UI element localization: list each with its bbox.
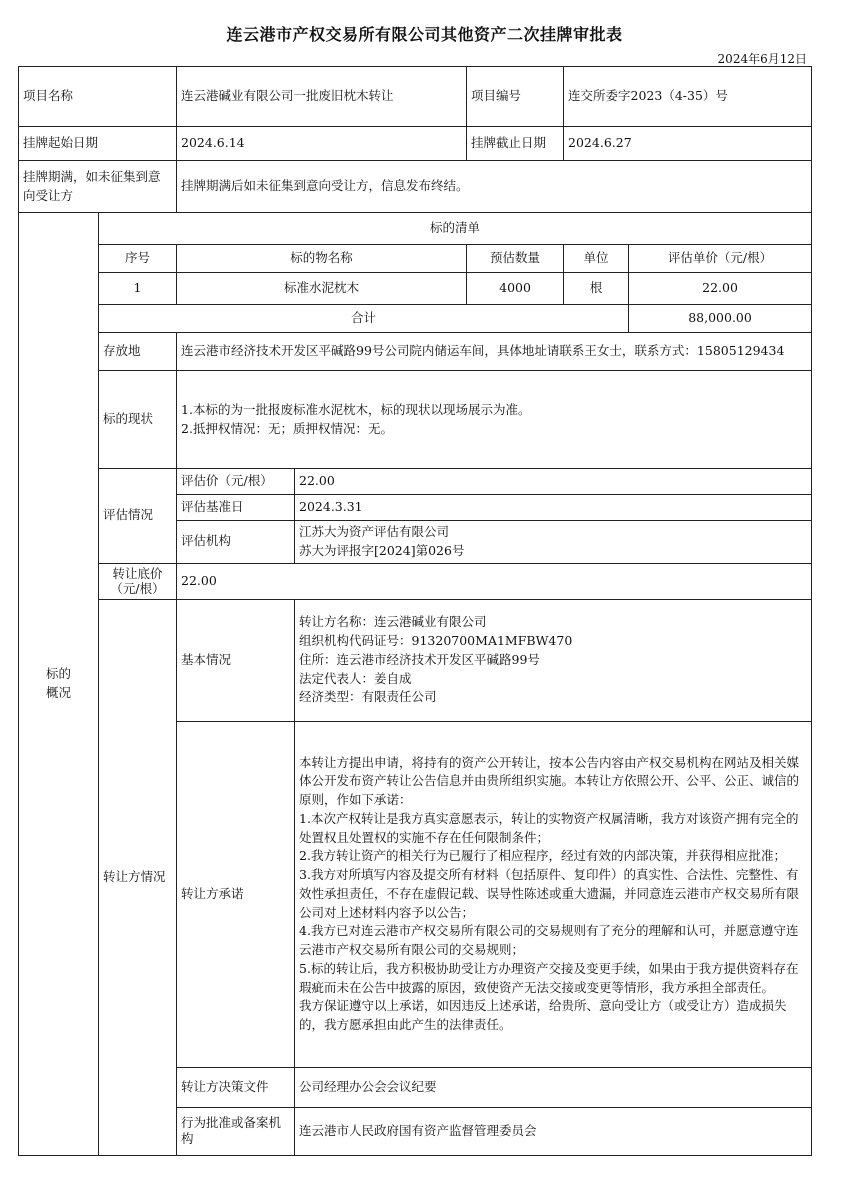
transferor-basic-row xyxy=(19,599,812,721)
valuation-date-label: 评估基准日 xyxy=(177,495,295,521)
overview-label-line2: 概况 xyxy=(45,684,71,700)
transferor-decision-value: 公司经理办公会会议纪要 xyxy=(295,1067,812,1107)
transferor-legal-rep: 法定代表人：姜自成 xyxy=(299,670,412,686)
transferor-address: 住所：连云港市经济技术开发区平碱路99号 xyxy=(299,651,540,667)
overview-label-line1: 标的 xyxy=(45,666,71,682)
transferor-org-code: 组织机构代码证号：91320700MA1MFBW470 xyxy=(299,633,573,649)
valuation-price-label: 评估价（元/根） xyxy=(177,469,295,495)
promise-closing: 我方保证遵守以上承诺，如因违反上述承诺，给贵所、意向受让方（或受让方）造成损失的，我方愿承担由此产生的法律责任。 xyxy=(299,998,787,1033)
list-cell-index: 1 xyxy=(99,273,177,305)
list-header-price: 评估单价（元/根） xyxy=(629,245,812,273)
listing-date-row xyxy=(19,127,812,161)
listing-expire-label: 挂牌期满，如未征集到意向受让方 xyxy=(19,161,177,213)
overview-label xyxy=(19,213,99,1156)
list-header-unit: 单位 xyxy=(564,245,629,273)
valuation-label: 评估情况 xyxy=(99,469,177,564)
list-header-row xyxy=(19,245,812,273)
storage-label: 存放地 xyxy=(99,333,177,371)
project-code-label: 项目编号 xyxy=(467,67,564,127)
listing-start-value: 2024.6.14 xyxy=(177,127,467,161)
transferor-promise-label: 转让方承诺 xyxy=(177,721,295,1067)
transferor-approval-label: 行为批准或备案机构 xyxy=(177,1107,295,1155)
transferor-name: 转让方名称：连云港碱业有限公司 xyxy=(299,614,487,630)
reserve-price-value: 22.00 xyxy=(177,563,812,599)
transferor-decision-label: 转让方决策文件 xyxy=(177,1067,295,1107)
valuation-org-value xyxy=(295,521,812,564)
valuation-price-value: 22.00 xyxy=(295,469,812,495)
promise-item-5: 5.标的转让后，我方积极协助受让方办理资产交接及变更手续，如果由于我方提供资料存在瑕疵而未在公告中披露的原因，致使资产无法交接或变更等情形，我方承担全部责任。 xyxy=(299,960,799,995)
list-header-quantity: 预估数量 xyxy=(467,245,564,273)
approval-table xyxy=(18,66,812,1156)
valuation-org-label: 评估机构 xyxy=(177,521,295,564)
reserve-price-row xyxy=(19,563,812,599)
transferor-basic-label: 基本情况 xyxy=(177,599,295,721)
valuation-price-row xyxy=(19,469,812,495)
total-value: 88,000.00 xyxy=(629,305,812,333)
listing-expire-row xyxy=(19,161,812,213)
project-code-value: 连交所委字2023（4-35）号 xyxy=(564,67,812,127)
total-label: 合计 xyxy=(99,305,629,333)
promise-item-1: 1.本次产权转让是我方真实意愿表示，转让的实物资产权属清晰，我方对该资产拥有完全的处置权且处置权的实施不存在任何限制条件； xyxy=(299,810,799,845)
status-row xyxy=(19,371,812,469)
listing-end-label: 挂牌截止日期 xyxy=(467,127,564,161)
project-name-label: 项目名称 xyxy=(19,67,177,127)
list-title-row xyxy=(19,213,812,245)
project-name-value: 连云港碱业有限公司一批废旧枕木转让 xyxy=(177,67,467,127)
list-cell-unit: 根 xyxy=(564,273,629,305)
list-cell-price: 22.00 xyxy=(629,273,812,305)
storage-row xyxy=(19,333,812,371)
list-cell-quantity: 4000 xyxy=(467,273,564,305)
list-cell-name: 标准水泥枕木 xyxy=(177,273,467,305)
transferor-promise-value xyxy=(295,721,812,1067)
transferor-econ-type: 经济类型：有限责任公司 xyxy=(299,689,437,705)
status-label: 标的现状 xyxy=(99,371,177,469)
document-date: 2024年6月12日 xyxy=(717,52,807,66)
listing-end-value: 2024.6.27 xyxy=(564,127,812,161)
document-title: 连云港市产权交易所有限公司其他资产二次挂牌审批表 xyxy=(226,25,623,44)
transferor-label: 转让方情况 xyxy=(99,599,177,1155)
transferor-approval-value: 连云港市人民政府国有资产监督管理委员会 xyxy=(295,1107,812,1155)
list-title: 标的清单 xyxy=(99,213,812,245)
reserve-price-label: 转让底价（元/根） xyxy=(99,563,177,599)
list-header-index: 序号 xyxy=(99,245,177,273)
promise-item-3: 3.我方对所填写内容及提交所有材料（包括原件、复印件）的真实性、合法性、完整性、有效性承担责任，不存在虚假记载、误导性陈述或重大遗漏，并同意连云港市产权交易所有限公司对上述材料内容予以公告； xyxy=(299,867,800,920)
list-row xyxy=(19,273,812,305)
promise-intro: 本转让方提出申请，将持有的资产公开转让，按本公告内容由产权交易机构在网站及相关媒体公开发布资产转让公告信息并由贵所组织实施。本转让方依照公开、公平、公正、诚信的原则，作如下承诺： xyxy=(299,754,800,808)
valuation-date-value: 2024.3.31 xyxy=(295,495,812,521)
valuation-org-name: 江苏大为资产评估有限公司 xyxy=(299,524,450,539)
status-line-1: 1.本标的为一批报废标准水泥枕木，标的现状以现场展示为准。 xyxy=(181,401,531,417)
listing-expire-value: 挂牌期满后如未征集到意向受让方，信息发布终结。 xyxy=(177,161,812,213)
listing-start-label: 挂牌起始日期 xyxy=(19,127,177,161)
promise-item-4: 4.我方已对连云港市产权交易所有限公司的交易规则有了充分的理解和认可，并愿意遵守连云港市产权交易所有限公司的交易规则； xyxy=(299,923,799,958)
status-line-2: 2.抵押权情况：无；质押权情况：无。 xyxy=(181,420,393,436)
promise-item-2: 2.我方转让资产的相关行为已履行了相应程序，经过有效的内部决策，并获得相应批准； xyxy=(299,848,786,864)
storage-value: 连云港市经济技术开发区平碱路99号公司院内储运车间，具体地址请联系王女士，联系方式：15805129434 xyxy=(177,333,812,371)
transferor-basic-value xyxy=(295,599,812,721)
valuation-report-number: 苏大为评报字[2024]第026号 xyxy=(299,542,465,558)
status-value xyxy=(177,371,812,469)
total-row xyxy=(19,305,812,333)
list-header-name: 标的物名称 xyxy=(177,245,467,273)
project-row xyxy=(19,67,812,127)
